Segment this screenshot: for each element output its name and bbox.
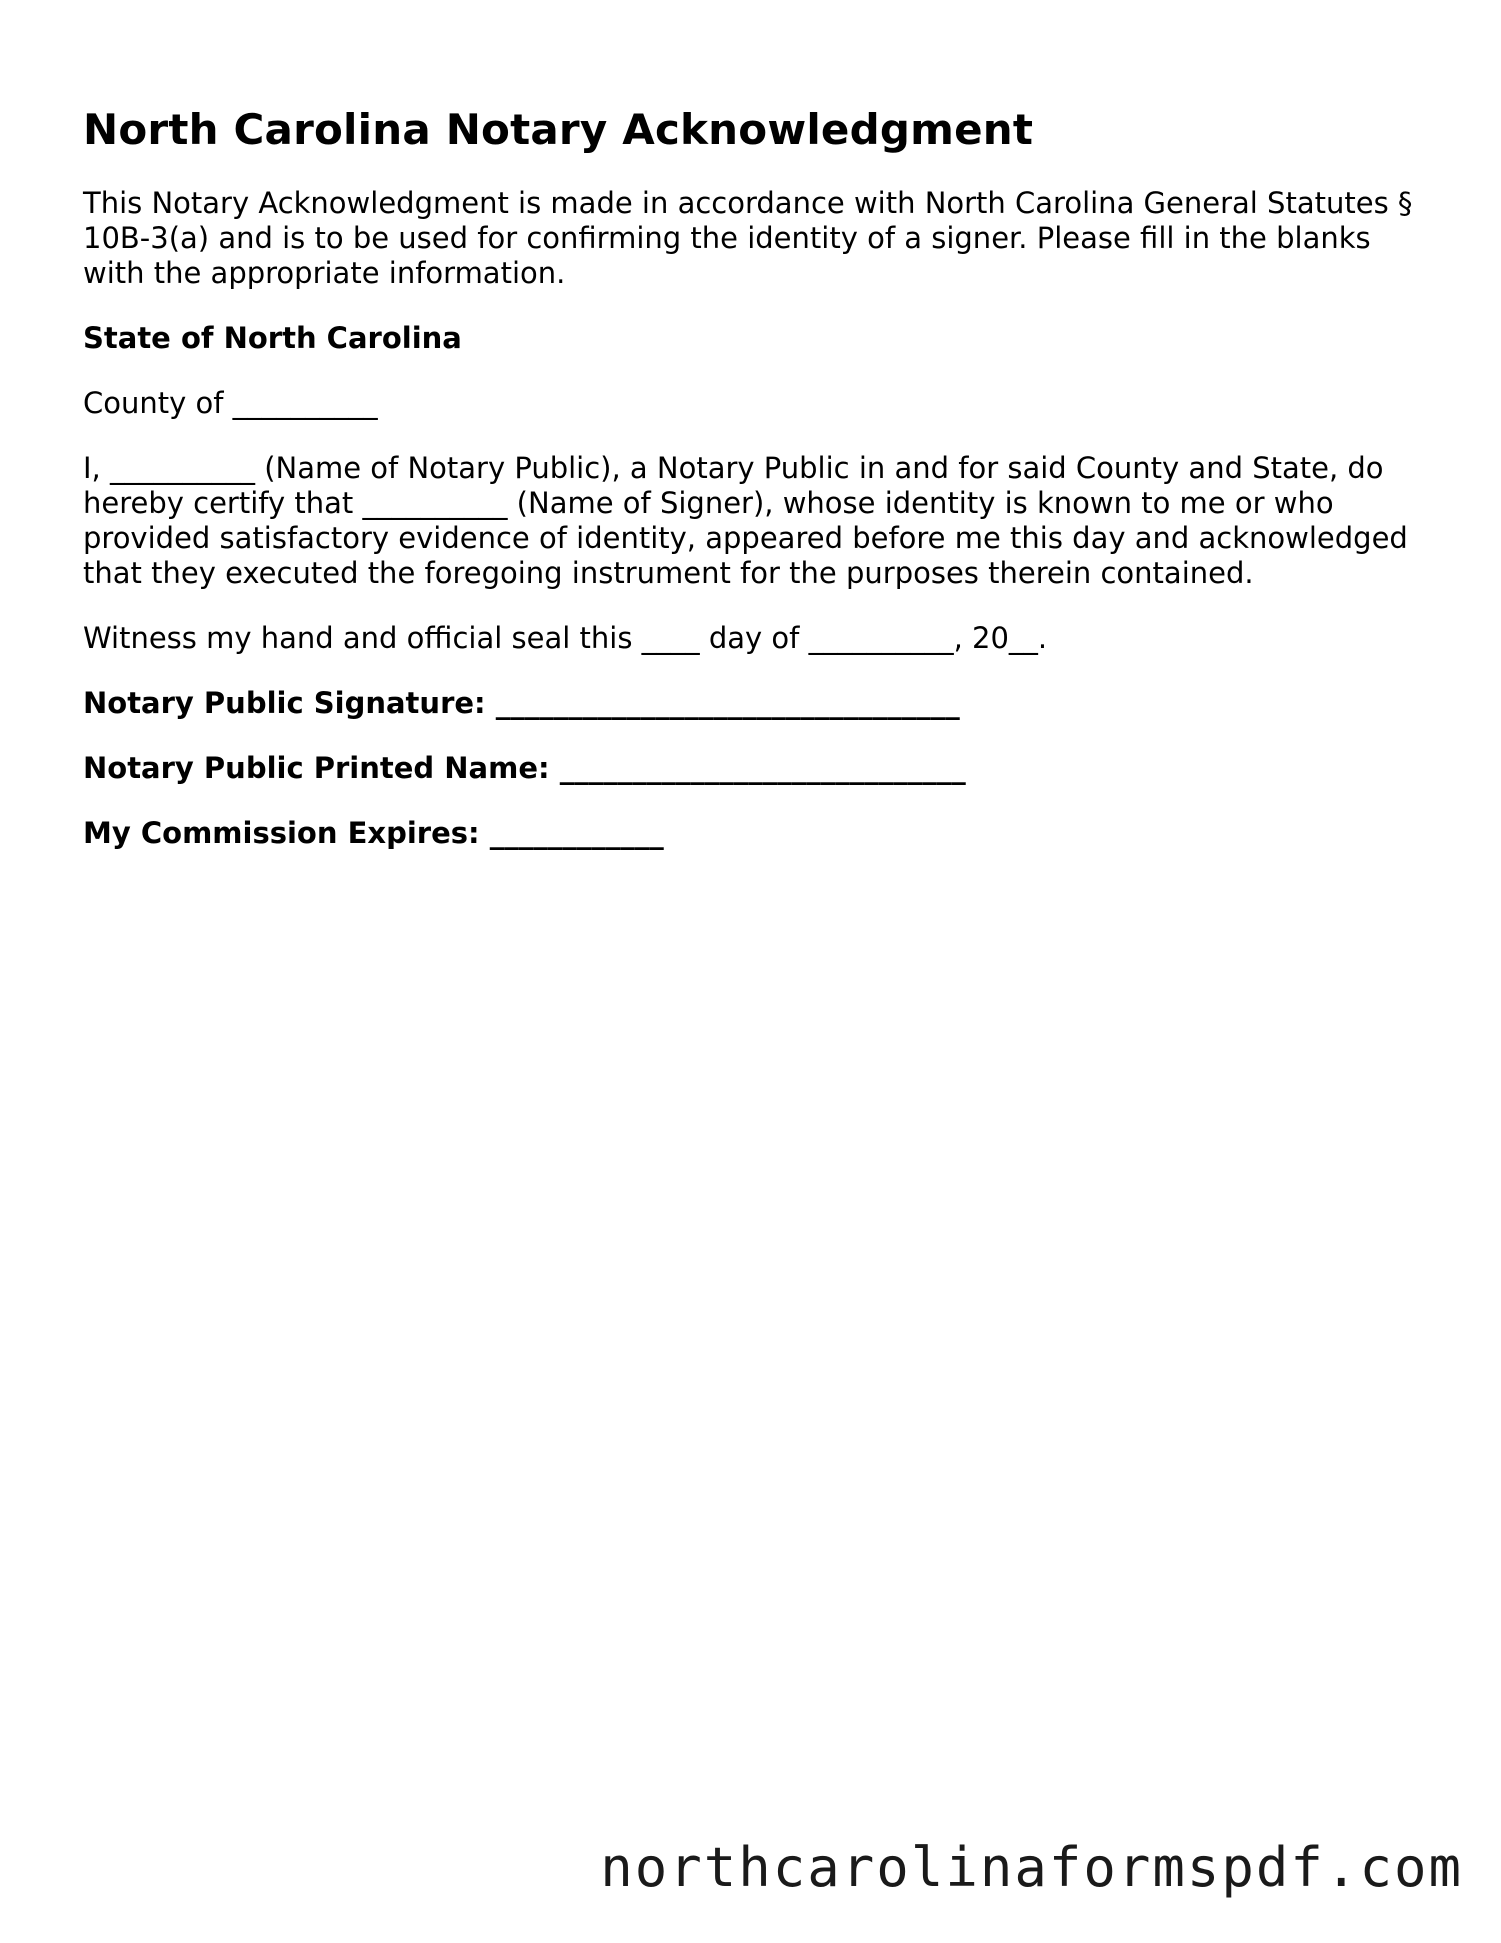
notary-signature-line: Notary Public Signature: ________________________________: [83, 686, 960, 720]
witness-line: Witness my hand and official seal this ____ day of __________, 20__.: [83, 621, 1048, 655]
document-page: [83, 100, 1423, 881]
document-title: North Carolina Notary Acknowledgment: [83, 105, 1034, 154]
site-watermark: northcarolinaformspdf.com: [600, 1836, 1463, 1899]
commission-expires-line: My Commission Expires: ____________: [83, 816, 664, 850]
intro-paragraph: This Notary Acknowledgment is made in accordance with North Carolina General Statutes § 10B-3(a) and is to be used for confirming the identity of a signer. Please fill in the blanks with the appropriate information.: [83, 186, 1413, 290]
certification-paragraph: I, __________ (Name of Notary Public), a Notary Public in and for said County and State, do hereby certify that __________ (Name of Signer), whose identity is known to me or who provided satisfactory evidence of identity, appeared before me this day and acknowledged that they executed the foregoing instrument for the purposes therein contained.: [83, 451, 1408, 590]
county-line: County of __________: [83, 386, 378, 420]
notary-printed-name-line: Notary Public Printed Name: ____________________________: [83, 751, 966, 785]
state-heading: State of North Carolina: [83, 321, 462, 355]
